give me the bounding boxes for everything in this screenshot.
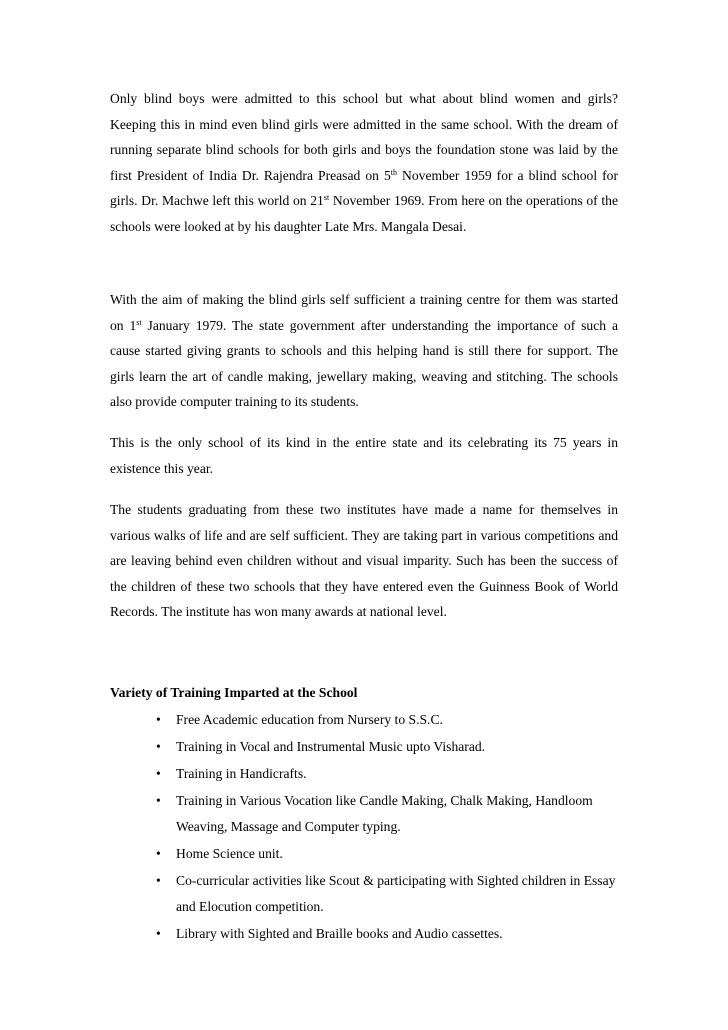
section-heading: Variety of Training Imparted at the School — [110, 685, 358, 700]
superscript-st: st — [323, 193, 330, 203]
list-item-text: Training in Various Vocation like Candle Making, Chalk Making, Handloom Weaving, Massage and Computer typing. — [176, 793, 593, 834]
paragraph-training-centre-text-b: January 1979. The state government after understanding the importance of such a cause started giving grants to schools and this helping hand is still there for support. The girls learn the art of candle making, jewellary making, weaving and stitching. The schools also provide computer training to its students. — [110, 317, 618, 410]
list-item-text: Free Academic education from Nursery to S.S.C. — [176, 712, 443, 727]
paragraph-training-centre — [110, 287, 618, 415]
list-item — [110, 921, 630, 947]
paragraph-history-text-a: Only blind boys were admitted to this school but what about blind women and girls? Keeping this in mind even blind girls were admitted in the same school. With the dream of running separate blind schools for both girls and boys the foundation stone was laid by the first President of India Dr. Rajendra Preasad on 5 — [110, 91, 618, 183]
bullet-icon: • — [156, 926, 161, 941]
list-item — [110, 868, 630, 920]
paragraph-students: The students graduating from these two institutes have made a name for themselves in various walks of life and are self sufficient. They are taking part in various competitions and are leaving behind even children without and visual imparity. Such has been the success of the children of these two schools that they have entered even the Guinness Book of World Records. The institute has won many awards at national level. — [110, 502, 618, 620]
list-item — [110, 734, 630, 760]
list-item — [110, 788, 630, 840]
list-item-text: Library with Sighted and Braille books and Audio cassettes. — [176, 926, 503, 941]
paragraph-training-centre-text-a: With the aim of making the blind girls self sufficient a training centre for them was started on 1 — [110, 292, 618, 333]
list-item — [110, 841, 630, 867]
paragraph-only-school: This is the only school of its kind in the entire state and its celebrating its 75 years in existence this year. — [110, 435, 618, 476]
bullet-icon: • — [156, 793, 161, 808]
superscript-th: th — [390, 167, 397, 177]
list-item-text: Co-curricular activities like Scout & participating with Sighted children in Essay and Elocution competition. — [176, 873, 616, 914]
list-item-text: Training in Vocal and Instrumental Music upto Visharad. — [176, 739, 486, 754]
list-item — [110, 707, 630, 733]
bullet-icon: • — [156, 766, 161, 781]
superscript-st: st — [136, 317, 142, 327]
bullet-icon: • — [156, 846, 161, 861]
list-item-text: Training in Handicrafts. — [176, 766, 307, 781]
training-list — [110, 707, 630, 948]
paragraph-history-text-b: November 1959 for a blind school for girls. Dr. Machwe left this world on 21 — [110, 167, 618, 209]
bullet-icon: • — [156, 739, 161, 754]
paragraph-history — [110, 86, 618, 240]
list-item-text: Home Science unit. — [176, 846, 283, 861]
bullet-icon: • — [156, 873, 161, 888]
paragraph-history-text-c: November 1969. From here on the operations of the schools were looked at by his daughter Late Mrs. Mangala Desai. — [110, 193, 618, 234]
bullet-icon: • — [156, 712, 161, 727]
list-item — [110, 761, 630, 787]
